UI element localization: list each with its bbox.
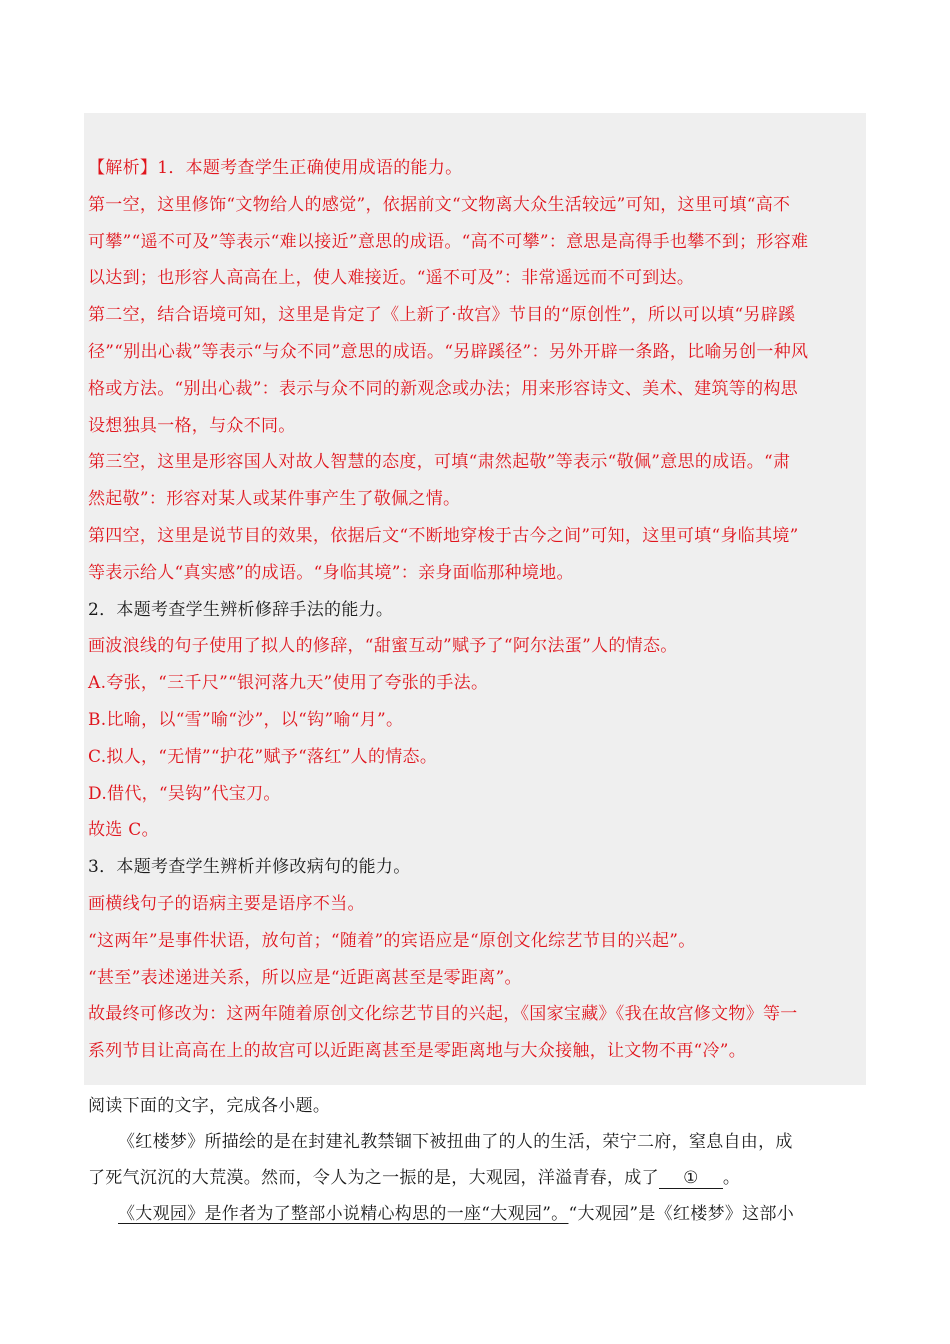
answer-line: 第三空，这里是形容国人对故人智慧的态度，可填“肃然起敬”等表示“敬佩”意思的成语。“肃	[88, 452, 791, 473]
answer-line: 故最终可修改为：这两年随着原创文化综艺节目的兴起，《国家宝藏》《我在故宫修文物》等一	[88, 1004, 798, 1025]
underlined-sentence: 《大观园》是作者为了整部小说精心构思的一座“大观园”。	[118, 1204, 569, 1224]
answer-line: 第二空，结合语境可知，这里是肯定了《上新了·故宫》节目的“原创性”，所以可以填“另辟蹊	[88, 305, 796, 326]
answer-line: 画横线句子的语病主要是语序不当。	[88, 894, 365, 914]
answer-line: 设想独具一格，与众不同。	[88, 415, 296, 436]
reading-instruction: 阅读下面的文字，完成各小题。	[88, 1096, 331, 1116]
answer-line: 等表示给人“真实感”的成语。“身临其境”：亲身面临那种境地。	[88, 562, 574, 583]
answer-line: 故选 C。	[88, 820, 159, 841]
answer-line: 【解析】1．本题考查学生正确使用成语的能力。	[88, 158, 463, 178]
passage-line-2	[88, 1166, 740, 1190]
blank-1: ①	[659, 1168, 723, 1189]
answer-line: 径”“别出心裁”等表示“与众不同”意思的成语。“另辟蹊径”：另外开辟一条路，比喻另创一种风	[88, 342, 809, 362]
answer-line: “这两年”是事件状语，放句首；“随着”的宾语应是“原创文化综艺节目的兴起”。	[88, 930, 696, 951]
passage-line-1: 《红楼梦》所描绘的是在封建礼教禁锢下被扭曲了的人的生活，荣宁二府，窒息自由，成	[118, 1132, 793, 1152]
answer-line: 系列节目让高高在上的故宫可以近距离甚至是零距离地与大众接触，让文物不再“冷”。	[88, 1041, 747, 1062]
answer-line: D.借代，“吴钩”代宝刀。	[88, 783, 281, 804]
passage-line-3	[118, 1202, 794, 1226]
answer-line: 格或方法。“别出心裁”：表示与众不同的新观念或办法；用来形容诗文、美术、建筑等的构思	[88, 378, 798, 399]
answer-line: 第一空，这里修饰“文物给人的感觉”，依据前文“文物离大众生活较远”可知，这里可填“高不	[88, 194, 791, 215]
answer-line: A.夸张，“三千尺”“银河落九天”使用了夸张的手法。	[88, 673, 489, 694]
answer-line: 2．本题考查学生辨析修辞手法的能力。	[88, 599, 394, 620]
answer-line: 3．本题考查学生辨析并修改病句的能力。	[88, 857, 411, 878]
passage-line-3-rest: “大观园”是《红楼梦》这部小	[568, 1204, 795, 1224]
answer-line: 第四空，这里是说节目的效果，依据后文“不断地穿梭于古今之间”可知，这里可填“身临其境”	[88, 526, 799, 546]
answer-line: 然起敬”：形容对某人或某件事产生了敬佩之情。	[88, 489, 461, 510]
answer-line: 可攀”“遥不可及”等表示“难以接近”意思的成语。“高不可攀”：意思是高得手也攀不到；形容难	[88, 231, 809, 252]
passage-line-2-end: 。	[722, 1168, 741, 1188]
answer-line: “甚至”表述递进关系，所以应是“近距离甚至是零距离”。	[88, 967, 522, 988]
answer-line: 画波浪线的句子使用了拟人的修辞，“甜蜜互动”赋予了“阿尔法蛋”人的情态。	[88, 636, 678, 657]
answer-line: 以达到；也形容人高高在上，使人难接近。“遥不可及”：非常遥远而不可到达。	[88, 268, 695, 289]
answer-line: B.比喻，以“雪”喻“沙”，以“钩”喻“月”。	[88, 710, 404, 730]
passage-line-2-text: 了死气沉沉的大荒漠。然而，令人为之一振的是，大观园，洋溢青春，成了	[88, 1168, 659, 1188]
answer-line: C.拟人，“无情”“护花”赋予“落红”人的情态。	[88, 746, 438, 767]
